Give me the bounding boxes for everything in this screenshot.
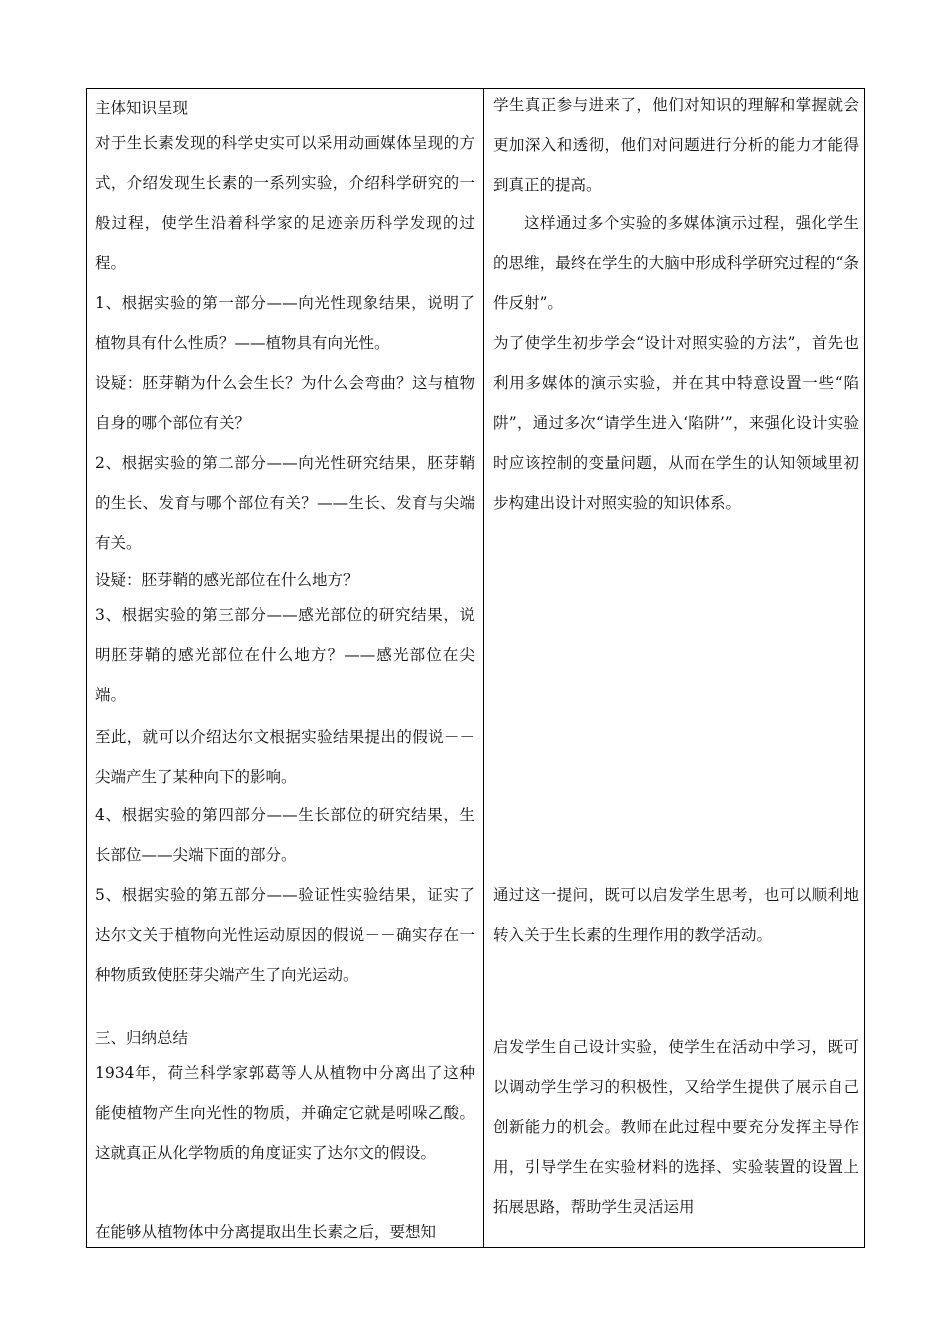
paragraph-step-2: 2、根据实验的第二部分——向光性研究结果，胚芽鞘的生长、发育与哪个部位有关？——生长、发育与尖端有关。 (95, 454, 475, 552)
paragraph-control-experiment: 为了使学生初步学会“设计对照实验的方法”，首先也利用多媒体的演示实验，并在其中特意设置一些“陷阱”，通过多次“请学生进入‘陷阱’”，来强化设计实验时应该控制的变量问题，从而在学生的认知领域里初步构建出设计对照实验的知识体系。 (493, 334, 859, 512)
section-heading-main-content: 主体知识呈现 (95, 99, 189, 117)
paragraph-student-participation: 学生真正参与进来了，他们对知识的理解和掌握就会更加深入和透彻，他们对问题进行分析的能力才能得到真正的提高。 (493, 96, 859, 194)
lesson-plan-table (86, 88, 865, 1248)
paragraph-question-2: 设疑：胚芽鞘的感光部位在什么地方？ (95, 571, 359, 589)
paragraph-question-1: 设疑：胚芽鞘为什么会生长？为什么会弯曲？这与植物自身的哪个部位有关？ (95, 374, 475, 432)
paragraph-step-5: 5、根据实验的第五部分——验证性实验结果，证实了达尔文关于植物向光性运动原因的假说－－确实存在一种物质致使胚芽尖端产生了向光运动。 (95, 886, 475, 984)
paragraph-step-1: 1、根据实验的第一部分——向光性现象结果，说明了植物具有什么性质？——植物具有向光性。 (95, 294, 475, 352)
paragraph-multimedia: 这样通过多个实验的多媒体演示过程，强化学生的思维，最终在学生的大脑中形成科学研究过程的“条件反射”。 (493, 214, 859, 312)
paragraph-1934: 1934年，荷兰科学家郭葛等人从植物中分离出了这种能使植物产生向光性的物质，并确定它就是吲哚乙酸。这就真正从化学物质的角度证实了达尔文的假设。 (95, 1064, 475, 1162)
paragraph-question-transition: 通过这一提问，既可以启发学生思考，也可以顺利地转入关于生长素的生理作用的教学活动。 (493, 886, 859, 944)
column-divider (483, 89, 484, 1247)
paragraph-step-3: 3、根据实验的第三部分——感光部位的研究结果，说明胚芽鞘的感光部位在什么地方？——感光部位在尖端。 (95, 606, 475, 704)
paragraph-design-experiment: 启发学生自己设计实验，使学生在活动中学习，既可以调动学生学习的积极性，又给学生提供了展示自己创新能力的机会。教师在此过程中要充分发挥主导作用，引导学生在实验材料的选择、实验装置的设置上拓展思路，帮助学生灵活运用 (493, 1038, 859, 1216)
paragraph-intro: 对于生长素发现的科学史实可以采用动画媒体呈现的方式，介绍发现生长素的一系列实验，介绍科学研究的一般过程，使学生沿着科学家的足迹亲历科学发现的过程。 (95, 134, 475, 272)
paragraph-darwin-hypothesis: 至此，就可以介绍达尔文根据实验结果提出的假说－－尖端产生了某种向下的影响。 (95, 728, 475, 786)
paragraph-step-4: 4、根据实验的第四部分——生长部位的研究结果，生长部位——尖端下面的部分。 (95, 806, 475, 864)
section-heading-summary: 三、归纳总结 (95, 1029, 189, 1047)
paragraph-next: 在能够从植物体中分离提取出生长素之后，要想知 (95, 1223, 437, 1241)
